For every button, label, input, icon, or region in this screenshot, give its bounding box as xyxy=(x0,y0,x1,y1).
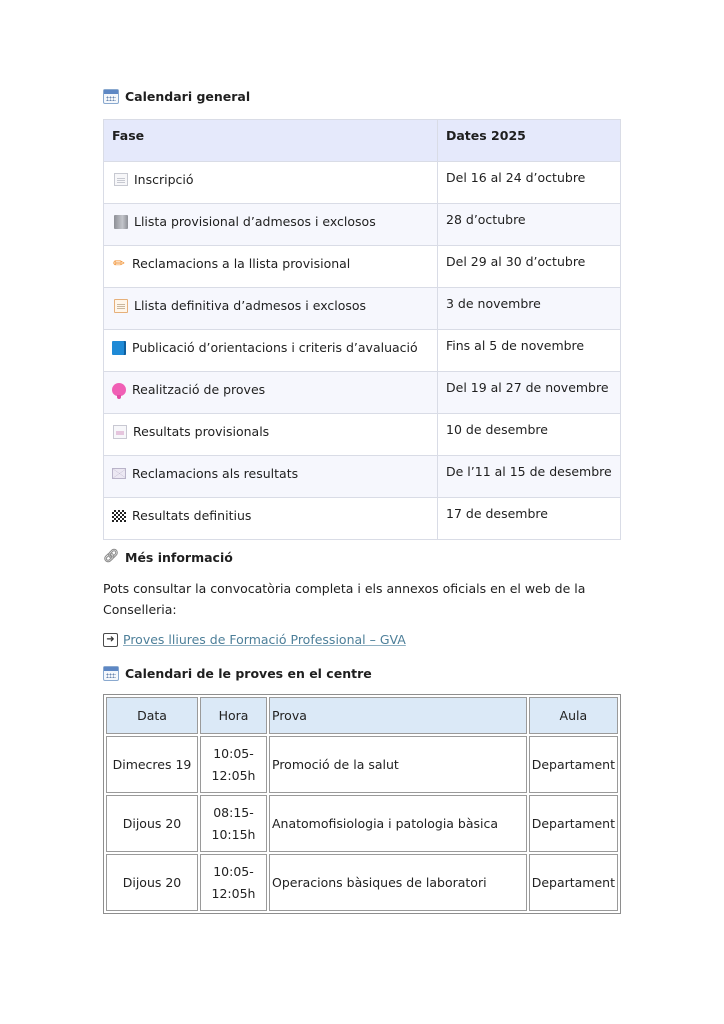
calendari-general-heading xyxy=(103,89,250,104)
calendari-centre-table xyxy=(103,694,621,914)
fase-cell xyxy=(104,372,438,414)
dates-text: 10 de desembre xyxy=(446,422,548,437)
table-row xyxy=(106,795,618,852)
blue-book-icon xyxy=(112,341,126,355)
prova-cell: Anatomofisiologia i patologia bàsica xyxy=(269,795,527,852)
dates-cell xyxy=(438,162,621,204)
hora-cell xyxy=(200,736,267,793)
column-header-fase: Fase xyxy=(104,120,438,162)
calendar-icon xyxy=(103,89,119,104)
fase-cell xyxy=(104,246,438,288)
fase-text: Reclamacions a la llista provisional xyxy=(132,256,351,271)
table-row xyxy=(104,330,621,372)
table-row xyxy=(104,498,621,540)
table-header-row xyxy=(106,697,618,734)
hora-end: 12:05h xyxy=(211,885,256,901)
prova-cell: Operacions bàsiques de laboratori xyxy=(269,854,527,911)
scroll-icon xyxy=(114,215,128,229)
hora-cell xyxy=(200,854,267,911)
dates-text: 28 d’octubre xyxy=(446,212,526,227)
fase-text: Publicació d’orientacions i criteris d’avaluació xyxy=(132,340,418,355)
table-row xyxy=(104,288,621,330)
column-header-hora: Hora xyxy=(200,697,267,734)
table-row xyxy=(104,246,621,288)
fase-cell xyxy=(104,330,438,372)
fase-text: Resultats provisionals xyxy=(133,424,270,439)
table-row xyxy=(104,414,621,456)
dates-cell xyxy=(438,246,621,288)
table-row xyxy=(104,162,621,204)
checkered-flag-icon xyxy=(112,510,126,522)
heading-text: Calendari general xyxy=(125,89,251,104)
calendari-centre-heading xyxy=(103,666,372,681)
fase-cell xyxy=(104,498,438,540)
document-icon xyxy=(114,173,128,186)
pencil-icon: ✏ xyxy=(113,255,125,272)
column-header-data: Data xyxy=(106,697,198,734)
heading-text: Calendari de le proves en el centre xyxy=(125,666,372,681)
fase-text: Llista definitiva d’admesos i exclosos xyxy=(134,298,367,313)
table-row xyxy=(104,456,621,498)
right-arrow-icon: ➜ xyxy=(103,633,118,647)
hora-end: 10:15h xyxy=(211,826,256,842)
fase-cell xyxy=(104,456,438,498)
mes-informacio-heading xyxy=(103,549,233,565)
heading-text: Més informació xyxy=(125,549,233,565)
fase-text: Inscripció xyxy=(134,172,194,187)
dates-text: 3 de novembre xyxy=(446,296,541,311)
calendar-icon xyxy=(103,666,119,681)
fase-cell xyxy=(104,204,438,246)
column-header-prova: Prova xyxy=(269,697,527,734)
fase-text: Realització de proves xyxy=(132,382,266,397)
fase-text: Llista provisional d’admesos i exclosos xyxy=(134,214,376,229)
dates-text: 17 de desembre xyxy=(446,506,548,521)
envelope-icon xyxy=(112,468,126,479)
dates-cell xyxy=(438,498,621,540)
column-header-dates: Dates 2025 xyxy=(438,120,621,162)
info-paragraph: Pots consultar la convocatòria completa i els annexos oficials en el web de la Conselleria: xyxy=(103,581,586,617)
data-cell: Dijous 20 xyxy=(106,795,198,852)
dates-text: Del 29 al 30 d’octubre xyxy=(446,254,586,269)
table-row xyxy=(106,854,618,911)
dates-cell xyxy=(438,288,621,330)
hora-cell xyxy=(200,795,267,852)
brain-icon xyxy=(112,383,126,396)
fase-cell xyxy=(104,288,438,330)
table-row xyxy=(104,372,621,414)
aula-cell: Departament xyxy=(529,736,618,793)
table-row xyxy=(106,736,618,793)
dates-cell xyxy=(438,372,621,414)
hora-start: 10:05- xyxy=(213,863,254,879)
gva-link[interactable]: Proves lliures de Formació Professional – GVA xyxy=(123,632,406,647)
hora-start: 10:05- xyxy=(213,745,254,761)
clipboard-icon xyxy=(114,299,128,313)
bookmark-tabs-icon xyxy=(113,425,127,439)
dates-text: Del 19 al 27 de novembre xyxy=(446,380,609,395)
dates-cell xyxy=(438,456,621,498)
dates-text: Del 16 al 24 d’octubre xyxy=(446,170,586,185)
column-header-aula: Aula xyxy=(529,697,618,734)
dates-cell xyxy=(438,414,621,456)
data-cell: Dijous 20 xyxy=(106,854,198,911)
data-cell: Dimecres 19 xyxy=(106,736,198,793)
prova-cell: Promoció de la salut xyxy=(269,736,527,793)
link-icon: 🔗︎ xyxy=(103,549,120,564)
dates-cell xyxy=(438,204,621,246)
dates-text: De l’11 al 15 de desembre xyxy=(446,464,612,479)
dates-text: Fins al 5 de novembre xyxy=(446,338,585,353)
fase-cell xyxy=(104,162,438,204)
fase-text: Resultats definitius xyxy=(132,508,252,523)
hora-start: 08:15- xyxy=(213,804,254,820)
table-header-row xyxy=(104,120,621,162)
fase-cell xyxy=(104,414,438,456)
fase-text: Reclamacions als resultats xyxy=(132,466,299,481)
table-row xyxy=(104,204,621,246)
aula-cell: Departament xyxy=(529,795,618,852)
calendari-general-table xyxy=(103,119,621,540)
dates-cell xyxy=(438,330,621,372)
hora-end: 12:05h xyxy=(211,767,256,783)
aula-cell: Departament xyxy=(529,854,618,911)
gva-link-line xyxy=(103,632,406,647)
